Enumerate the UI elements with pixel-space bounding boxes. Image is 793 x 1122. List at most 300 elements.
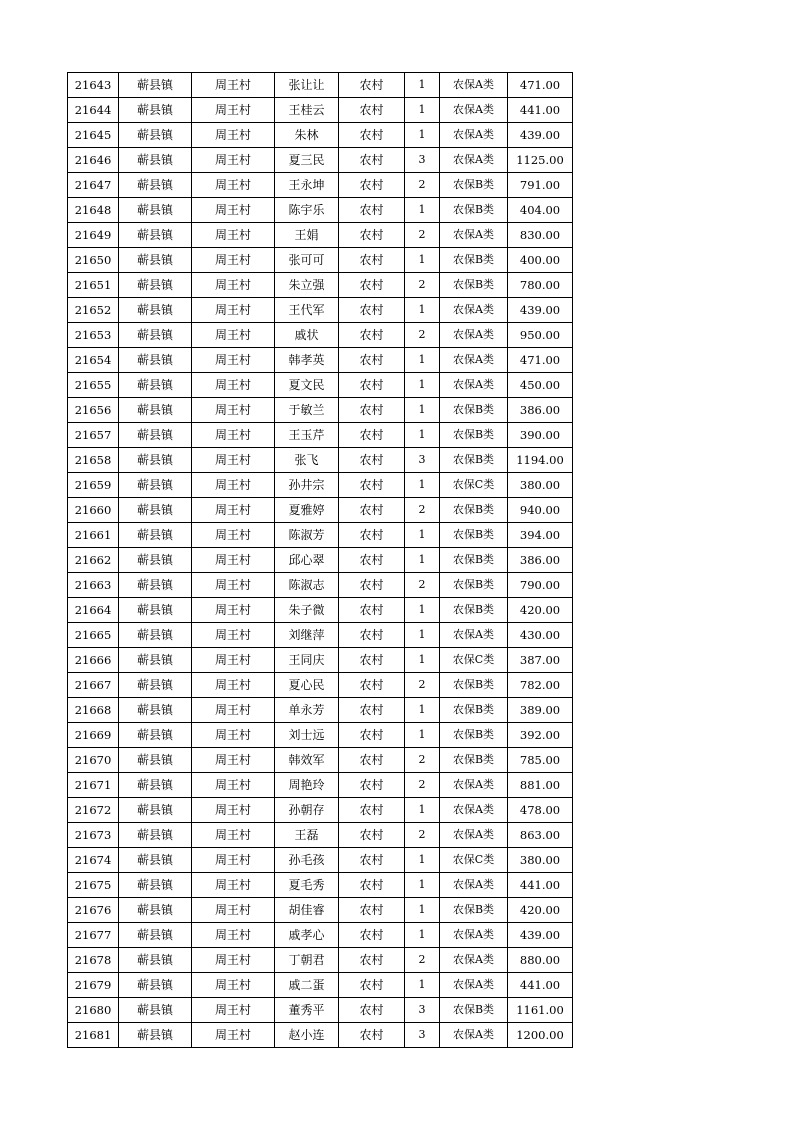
payment-amount-cell: 782.00 xyxy=(508,673,573,698)
insurance-category-cell: 农保B类 xyxy=(440,173,508,198)
insurance-category-cell: 农保B类 xyxy=(440,448,508,473)
village-cell: 周王村 xyxy=(192,198,275,223)
household-type-cell: 农村 xyxy=(339,498,405,523)
township-cell: 蕲县镇 xyxy=(119,773,192,798)
payment-amount-cell: 1194.00 xyxy=(508,448,573,473)
household-type-cell: 农村 xyxy=(339,873,405,898)
payment-amount-cell: 790.00 xyxy=(508,573,573,598)
household-type-cell: 农村 xyxy=(339,673,405,698)
insurance-category-cell: 农保A类 xyxy=(440,1023,508,1048)
person-name-cell: 胡佳睿 xyxy=(275,898,339,923)
insurance-category-cell: 农保A类 xyxy=(440,623,508,648)
record-id-cell: 21646 xyxy=(68,148,119,173)
village-cell: 周王村 xyxy=(192,148,275,173)
insurance-category-cell: 农保A类 xyxy=(440,373,508,398)
payment-amount-cell: 389.00 xyxy=(508,698,573,723)
member-count-cell: 2 xyxy=(405,748,440,773)
village-cell: 周王村 xyxy=(192,948,275,973)
insurance-category-cell: 农保B类 xyxy=(440,573,508,598)
village-cell: 周王村 xyxy=(192,498,275,523)
person-name-cell: 刘继萍 xyxy=(275,623,339,648)
township-cell: 蕲县镇 xyxy=(119,98,192,123)
payment-amount-cell: 1125.00 xyxy=(508,148,573,173)
table-row xyxy=(68,323,573,348)
table-row xyxy=(68,198,573,223)
person-name-cell: 夏雅婷 xyxy=(275,498,339,523)
township-cell: 蕲县镇 xyxy=(119,73,192,98)
member-count-cell: 2 xyxy=(405,498,440,523)
table-row xyxy=(68,498,573,523)
insurance-category-cell: 农保B类 xyxy=(440,698,508,723)
person-name-cell: 陈淑志 xyxy=(275,573,339,598)
member-count-cell: 1 xyxy=(405,373,440,398)
record-id-cell: 21679 xyxy=(68,973,119,998)
payment-amount-cell: 380.00 xyxy=(508,473,573,498)
township-cell: 蕲县镇 xyxy=(119,923,192,948)
roster-table xyxy=(67,72,573,1048)
township-cell: 蕲县镇 xyxy=(119,673,192,698)
record-id-cell: 21648 xyxy=(68,198,119,223)
person-name-cell: 夏文民 xyxy=(275,373,339,398)
township-cell: 蕲县镇 xyxy=(119,898,192,923)
payment-amount-cell: 471.00 xyxy=(508,73,573,98)
person-name-cell: 孙井宗 xyxy=(275,473,339,498)
insurance-category-cell: 农保A类 xyxy=(440,148,508,173)
member-count-cell: 1 xyxy=(405,123,440,148)
village-cell: 周王村 xyxy=(192,123,275,148)
township-cell: 蕲县镇 xyxy=(119,323,192,348)
household-type-cell: 农村 xyxy=(339,823,405,848)
payment-amount-cell: 881.00 xyxy=(508,773,573,798)
person-name-cell: 戚二蛋 xyxy=(275,973,339,998)
member-count-cell: 1 xyxy=(405,798,440,823)
table-row xyxy=(68,823,573,848)
member-count-cell: 1 xyxy=(405,848,440,873)
member-count-cell: 1 xyxy=(405,898,440,923)
household-type-cell: 农村 xyxy=(339,98,405,123)
township-cell: 蕲县镇 xyxy=(119,548,192,573)
record-id-cell: 21675 xyxy=(68,873,119,898)
village-cell: 周王村 xyxy=(192,598,275,623)
township-cell: 蕲县镇 xyxy=(119,948,192,973)
township-cell: 蕲县镇 xyxy=(119,448,192,473)
record-id-cell: 21660 xyxy=(68,498,119,523)
insurance-category-cell: 农保C类 xyxy=(440,648,508,673)
table-row xyxy=(68,698,573,723)
village-cell: 周王村 xyxy=(192,448,275,473)
record-id-cell: 21670 xyxy=(68,748,119,773)
village-cell: 周王村 xyxy=(192,723,275,748)
household-type-cell: 农村 xyxy=(339,323,405,348)
payment-amount-cell: 940.00 xyxy=(508,498,573,523)
household-type-cell: 农村 xyxy=(339,1023,405,1048)
village-cell: 周王村 xyxy=(192,548,275,573)
record-id-cell: 21663 xyxy=(68,573,119,598)
household-type-cell: 农村 xyxy=(339,998,405,1023)
record-id-cell: 21669 xyxy=(68,723,119,748)
member-count-cell: 1 xyxy=(405,548,440,573)
person-name-cell: 韩效军 xyxy=(275,748,339,773)
record-id-cell: 21680 xyxy=(68,998,119,1023)
table-row xyxy=(68,148,573,173)
township-cell: 蕲县镇 xyxy=(119,523,192,548)
record-id-cell: 21674 xyxy=(68,848,119,873)
record-id-cell: 21649 xyxy=(68,223,119,248)
member-count-cell: 1 xyxy=(405,73,440,98)
member-count-cell: 3 xyxy=(405,998,440,1023)
payment-amount-cell: 791.00 xyxy=(508,173,573,198)
payment-amount-cell: 441.00 xyxy=(508,98,573,123)
member-count-cell: 2 xyxy=(405,223,440,248)
insurance-category-cell: 农保A类 xyxy=(440,348,508,373)
township-cell: 蕲县镇 xyxy=(119,623,192,648)
village-cell: 周王村 xyxy=(192,748,275,773)
village-cell: 周王村 xyxy=(192,348,275,373)
insurance-category-cell: 农保B类 xyxy=(440,498,508,523)
insurance-category-cell: 农保A类 xyxy=(440,98,508,123)
payment-amount-cell: 439.00 xyxy=(508,923,573,948)
record-id-cell: 21662 xyxy=(68,548,119,573)
village-cell: 周王村 xyxy=(192,323,275,348)
insurance-category-cell: 农保A类 xyxy=(440,298,508,323)
member-count-cell: 2 xyxy=(405,323,440,348)
person-name-cell: 周艳玲 xyxy=(275,773,339,798)
township-cell: 蕲县镇 xyxy=(119,473,192,498)
record-id-cell: 21666 xyxy=(68,648,119,673)
table-row xyxy=(68,548,573,573)
person-name-cell: 戚孝心 xyxy=(275,923,339,948)
village-cell: 周王村 xyxy=(192,373,275,398)
table-row xyxy=(68,723,573,748)
table-row xyxy=(68,273,573,298)
payment-amount-cell: 1200.00 xyxy=(508,1023,573,1048)
insurance-category-cell: 农保B类 xyxy=(440,398,508,423)
record-id-cell: 21672 xyxy=(68,798,119,823)
table-row xyxy=(68,773,573,798)
payment-amount-cell: 392.00 xyxy=(508,723,573,748)
household-type-cell: 农村 xyxy=(339,448,405,473)
village-cell: 周王村 xyxy=(192,698,275,723)
insurance-category-cell: 农保B类 xyxy=(440,273,508,298)
township-cell: 蕲县镇 xyxy=(119,798,192,823)
payment-amount-cell: 420.00 xyxy=(508,598,573,623)
record-id-cell: 21665 xyxy=(68,623,119,648)
village-cell: 周王村 xyxy=(192,873,275,898)
payment-amount-cell: 420.00 xyxy=(508,898,573,923)
township-cell: 蕲县镇 xyxy=(119,298,192,323)
household-type-cell: 农村 xyxy=(339,698,405,723)
household-type-cell: 农村 xyxy=(339,548,405,573)
insurance-category-cell: 农保A类 xyxy=(440,223,508,248)
village-cell: 周王村 xyxy=(192,173,275,198)
person-name-cell: 陈淑芳 xyxy=(275,523,339,548)
table-row xyxy=(68,73,573,98)
member-count-cell: 2 xyxy=(405,273,440,298)
insurance-category-cell: 农保A类 xyxy=(440,323,508,348)
township-cell: 蕲县镇 xyxy=(119,273,192,298)
township-cell: 蕲县镇 xyxy=(119,648,192,673)
household-type-cell: 农村 xyxy=(339,898,405,923)
member-count-cell: 1 xyxy=(405,623,440,648)
household-type-cell: 农村 xyxy=(339,948,405,973)
table-row xyxy=(68,648,573,673)
insurance-category-cell: 农保B类 xyxy=(440,248,508,273)
table-row xyxy=(68,123,573,148)
household-type-cell: 农村 xyxy=(339,273,405,298)
payment-amount-cell: 880.00 xyxy=(508,948,573,973)
member-count-cell: 1 xyxy=(405,923,440,948)
person-name-cell: 于敏兰 xyxy=(275,398,339,423)
township-cell: 蕲县镇 xyxy=(119,173,192,198)
member-count-cell: 1 xyxy=(405,298,440,323)
township-cell: 蕲县镇 xyxy=(119,973,192,998)
household-type-cell: 农村 xyxy=(339,773,405,798)
table-row xyxy=(68,223,573,248)
person-name-cell: 夏三民 xyxy=(275,148,339,173)
table-row xyxy=(68,248,573,273)
record-id-cell: 21664 xyxy=(68,598,119,623)
household-type-cell: 农村 xyxy=(339,248,405,273)
record-id-cell: 21647 xyxy=(68,173,119,198)
record-id-cell: 21652 xyxy=(68,298,119,323)
table-row xyxy=(68,423,573,448)
village-cell: 周王村 xyxy=(192,798,275,823)
table-row xyxy=(68,523,573,548)
village-cell: 周王村 xyxy=(192,923,275,948)
person-name-cell: 夏心民 xyxy=(275,673,339,698)
payment-amount-cell: 450.00 xyxy=(508,373,573,398)
household-type-cell: 农村 xyxy=(339,123,405,148)
insurance-category-cell: 农保B类 xyxy=(440,898,508,923)
person-name-cell: 张让让 xyxy=(275,73,339,98)
table-row xyxy=(68,923,573,948)
person-name-cell: 朱子微 xyxy=(275,598,339,623)
person-name-cell: 孙朝存 xyxy=(275,798,339,823)
village-cell: 周王村 xyxy=(192,73,275,98)
township-cell: 蕲县镇 xyxy=(119,223,192,248)
insurance-category-cell: 农保A类 xyxy=(440,923,508,948)
insurance-category-cell: 农保A类 xyxy=(440,123,508,148)
village-cell: 周王村 xyxy=(192,398,275,423)
household-type-cell: 农村 xyxy=(339,523,405,548)
person-name-cell: 韩孝英 xyxy=(275,348,339,373)
member-count-cell: 1 xyxy=(405,198,440,223)
table-row xyxy=(68,473,573,498)
table-row xyxy=(68,948,573,973)
township-cell: 蕲县镇 xyxy=(119,148,192,173)
township-cell: 蕲县镇 xyxy=(119,248,192,273)
member-count-cell: 1 xyxy=(405,423,440,448)
payment-amount-cell: 390.00 xyxy=(508,423,573,448)
person-name-cell: 王娟 xyxy=(275,223,339,248)
table-row xyxy=(68,173,573,198)
table-row xyxy=(68,673,573,698)
insurance-category-cell: 农保A类 xyxy=(440,873,508,898)
insurance-category-cell: 农保A类 xyxy=(440,773,508,798)
table-row xyxy=(68,848,573,873)
village-cell: 周王村 xyxy=(192,273,275,298)
township-cell: 蕲县镇 xyxy=(119,423,192,448)
record-id-cell: 21653 xyxy=(68,323,119,348)
payment-amount-cell: 780.00 xyxy=(508,273,573,298)
person-name-cell: 单永芳 xyxy=(275,698,339,723)
payment-amount-cell: 386.00 xyxy=(508,398,573,423)
record-id-cell: 21678 xyxy=(68,948,119,973)
township-cell: 蕲县镇 xyxy=(119,848,192,873)
person-name-cell: 孙毛孩 xyxy=(275,848,339,873)
township-cell: 蕲县镇 xyxy=(119,823,192,848)
member-count-cell: 2 xyxy=(405,173,440,198)
household-type-cell: 农村 xyxy=(339,473,405,498)
township-cell: 蕲县镇 xyxy=(119,873,192,898)
insurance-category-cell: 农保B类 xyxy=(440,998,508,1023)
township-cell: 蕲县镇 xyxy=(119,348,192,373)
household-type-cell: 农村 xyxy=(339,398,405,423)
insurance-category-cell: 农保A类 xyxy=(440,973,508,998)
member-count-cell: 1 xyxy=(405,598,440,623)
insurance-category-cell: 农保A类 xyxy=(440,948,508,973)
village-cell: 周王村 xyxy=(192,998,275,1023)
member-count-cell: 1 xyxy=(405,523,440,548)
record-id-cell: 21651 xyxy=(68,273,119,298)
payment-amount-cell: 404.00 xyxy=(508,198,573,223)
household-type-cell: 农村 xyxy=(339,923,405,948)
record-id-cell: 21659 xyxy=(68,473,119,498)
person-name-cell: 王玉芹 xyxy=(275,423,339,448)
payment-amount-cell: 394.00 xyxy=(508,523,573,548)
table-row xyxy=(68,298,573,323)
member-count-cell: 3 xyxy=(405,1023,440,1048)
record-id-cell: 21645 xyxy=(68,123,119,148)
household-type-cell: 农村 xyxy=(339,573,405,598)
table-row xyxy=(68,998,573,1023)
township-cell: 蕲县镇 xyxy=(119,198,192,223)
village-cell: 周王村 xyxy=(192,623,275,648)
person-name-cell: 赵小连 xyxy=(275,1023,339,1048)
member-count-cell: 1 xyxy=(405,473,440,498)
payment-amount-cell: 471.00 xyxy=(508,348,573,373)
person-name-cell: 张可可 xyxy=(275,248,339,273)
record-id-cell: 21657 xyxy=(68,423,119,448)
household-type-cell: 农村 xyxy=(339,198,405,223)
person-name-cell: 朱林 xyxy=(275,123,339,148)
person-name-cell: 王代军 xyxy=(275,298,339,323)
person-name-cell: 陈宇乐 xyxy=(275,198,339,223)
household-type-cell: 农村 xyxy=(339,973,405,998)
table-row xyxy=(68,898,573,923)
insurance-category-cell: 农保A类 xyxy=(440,798,508,823)
township-cell: 蕲县镇 xyxy=(119,123,192,148)
record-id-cell: 21673 xyxy=(68,823,119,848)
township-cell: 蕲县镇 xyxy=(119,1023,192,1048)
person-name-cell: 王桂云 xyxy=(275,98,339,123)
payment-amount-cell: 441.00 xyxy=(508,973,573,998)
member-count-cell: 2 xyxy=(405,773,440,798)
village-cell: 周王村 xyxy=(192,573,275,598)
household-type-cell: 农村 xyxy=(339,173,405,198)
village-cell: 周王村 xyxy=(192,898,275,923)
village-cell: 周王村 xyxy=(192,98,275,123)
insurance-category-cell: 农保B类 xyxy=(440,723,508,748)
household-type-cell: 农村 xyxy=(339,423,405,448)
table-row xyxy=(68,598,573,623)
person-name-cell: 王磊 xyxy=(275,823,339,848)
village-cell: 周王村 xyxy=(192,823,275,848)
record-id-cell: 21676 xyxy=(68,898,119,923)
township-cell: 蕲县镇 xyxy=(119,573,192,598)
payment-amount-cell: 386.00 xyxy=(508,548,573,573)
household-type-cell: 农村 xyxy=(339,848,405,873)
person-name-cell: 邱心翠 xyxy=(275,548,339,573)
record-id-cell: 21667 xyxy=(68,673,119,698)
insurance-category-cell: 农保A类 xyxy=(440,73,508,98)
table-row xyxy=(68,348,573,373)
member-count-cell: 2 xyxy=(405,948,440,973)
roster-body xyxy=(68,73,573,1048)
payment-amount-cell: 1161.00 xyxy=(508,998,573,1023)
person-name-cell: 张飞 xyxy=(275,448,339,473)
record-id-cell: 21671 xyxy=(68,773,119,798)
table-row xyxy=(68,798,573,823)
person-name-cell: 刘士远 xyxy=(275,723,339,748)
member-count-cell: 1 xyxy=(405,973,440,998)
household-type-cell: 农村 xyxy=(339,148,405,173)
household-type-cell: 农村 xyxy=(339,648,405,673)
payment-amount-cell: 441.00 xyxy=(508,873,573,898)
table-row xyxy=(68,748,573,773)
household-type-cell: 农村 xyxy=(339,598,405,623)
person-name-cell: 董秀平 xyxy=(275,998,339,1023)
village-cell: 周王村 xyxy=(192,473,275,498)
township-cell: 蕲县镇 xyxy=(119,748,192,773)
table-row xyxy=(68,448,573,473)
person-name-cell: 夏毛秀 xyxy=(275,873,339,898)
member-count-cell: 1 xyxy=(405,698,440,723)
insurance-category-cell: 农保C类 xyxy=(440,848,508,873)
record-id-cell: 21681 xyxy=(68,1023,119,1048)
insurance-category-cell: 农保B类 xyxy=(440,748,508,773)
payment-amount-cell: 478.00 xyxy=(508,798,573,823)
payment-amount-cell: 400.00 xyxy=(508,248,573,273)
record-id-cell: 21655 xyxy=(68,373,119,398)
person-name-cell: 王同庆 xyxy=(275,648,339,673)
table-row xyxy=(68,1023,573,1048)
payment-amount-cell: 863.00 xyxy=(508,823,573,848)
member-count-cell: 1 xyxy=(405,398,440,423)
record-id-cell: 21656 xyxy=(68,398,119,423)
member-count-cell: 1 xyxy=(405,723,440,748)
record-id-cell: 21650 xyxy=(68,248,119,273)
village-cell: 周王村 xyxy=(192,673,275,698)
township-cell: 蕲县镇 xyxy=(119,498,192,523)
village-cell: 周王村 xyxy=(192,523,275,548)
insurance-category-cell: 农保B类 xyxy=(440,523,508,548)
household-type-cell: 农村 xyxy=(339,723,405,748)
payment-amount-cell: 950.00 xyxy=(508,323,573,348)
village-cell: 周王村 xyxy=(192,423,275,448)
township-cell: 蕲县镇 xyxy=(119,398,192,423)
table-row xyxy=(68,98,573,123)
member-count-cell: 3 xyxy=(405,148,440,173)
village-cell: 周王村 xyxy=(192,1023,275,1048)
member-count-cell: 2 xyxy=(405,823,440,848)
member-count-cell: 1 xyxy=(405,348,440,373)
member-count-cell: 2 xyxy=(405,673,440,698)
village-cell: 周王村 xyxy=(192,648,275,673)
insurance-category-cell: 农保B类 xyxy=(440,673,508,698)
record-id-cell: 21644 xyxy=(68,98,119,123)
household-type-cell: 农村 xyxy=(339,298,405,323)
